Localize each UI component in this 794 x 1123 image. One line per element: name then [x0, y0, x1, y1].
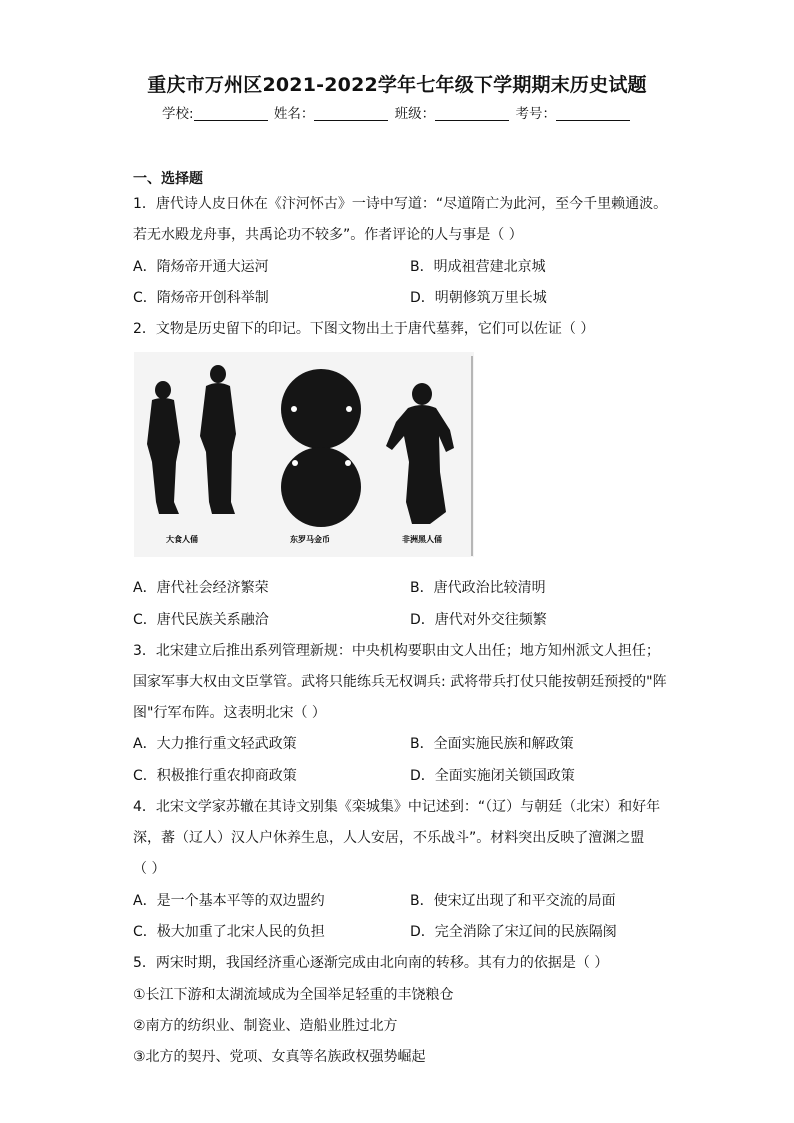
figure-label-1: 大食人俑 [166, 535, 198, 544]
section-heading: 一、选择题 [133, 171, 203, 187]
name-blank[interactable] [314, 106, 388, 121]
q2-option-a[interactable]: A．唐代社会经济繁荣 [133, 580, 269, 596]
q1-option-b[interactable]: B．明成祖营建北京城 [410, 259, 546, 275]
q5-item-3: ③北方的契丹、党项、女真等名族政权强势崛起 [133, 1049, 426, 1065]
q4-stem-line2: 深，蕃（辽人）汉人户休养生息，人人安居，不乐战斗”。材料突出反映了澶渊之盟 [133, 830, 645, 846]
q4-option-b[interactable]: B．使宋辽出现了和平交流的局面 [410, 893, 616, 909]
gold-coin-bottom-icon [281, 447, 361, 527]
q4-option-d[interactable]: D．完全消除了宋辽间的民族隔阂 [410, 924, 617, 940]
q3-stem-line2: 国家军事大权由文臣掌管。武将只能练兵无权调兵: 武将带兵打仗只能按朝廷预授的"阵 [133, 674, 667, 690]
page-title: 重庆市万州区2021-2022学年七年级下学期期末历史试题 [147, 74, 647, 96]
q2-option-b[interactable]: B．唐代政治比较清明 [410, 580, 546, 596]
q4-stem-line1: 4．北宋文学家苏辙在其诗文别集《栾城集》中记述到：“（辽）与朝廷（北宋）和好年 [133, 799, 661, 815]
q5-item-1: ①长江下游和太湖流域成为全国举足轻重的丰饶粮仓 [133, 987, 454, 1003]
q3-option-a[interactable]: A．大力推行重文轻武政策 [133, 736, 297, 752]
q1-stem-line1: 1．唐代诗人皮日休在《汴河怀古》一诗中写道：“尽道隋亡为此河，至今千里赖通波。 [133, 196, 668, 212]
q4-option-a[interactable]: A．是一个基本平等的双边盟约 [133, 893, 325, 909]
figure-label-2: 东罗马金币 [290, 535, 330, 544]
school-blank[interactable] [194, 106, 268, 121]
q1-option-a[interactable]: A．隋炀帝开通大运河 [133, 259, 269, 275]
q4-option-c[interactable]: C．极大加重了北宋人民的负担 [133, 924, 325, 940]
class-blank[interactable] [435, 106, 509, 121]
tang-artifacts-figure [134, 352, 474, 557]
q2-option-d[interactable]: D．唐代对外交往频繁 [410, 612, 547, 628]
name-label: 姓名： [273, 106, 315, 122]
exam-no-label: 考号： [515, 106, 556, 122]
q3-stem-line3: 图"行军布阵。这表明北宋（ ） [133, 705, 326, 721]
figure-label-3: 非洲黑人俑 [402, 535, 442, 544]
q3-option-c[interactable]: C．积极推行重农抑商政策 [133, 768, 297, 784]
q1-option-c[interactable]: C．隋炀帝开创科举制 [133, 290, 269, 306]
q1-option-d[interactable]: D．明朝修筑万里长城 [410, 290, 547, 306]
q1-stem-line2: 若无水殿龙舟事，共禹论功不较多”。作者评论的人与事是（ ） [133, 227, 523, 243]
q3-option-b[interactable]: B．全面实施民族和解政策 [410, 736, 574, 752]
q3-option-d[interactable]: D．全面实施闭关锁国政策 [410, 768, 575, 784]
q2-option-c[interactable]: C．唐代民族关系融洽 [133, 612, 269, 628]
class-label: 班级： [394, 106, 436, 122]
q4-stem-line3: （ ） [133, 861, 166, 877]
gold-coin-top-icon [281, 369, 361, 449]
q2-stem-line1: 2．文物是历史留下的印记。下图文物出土于唐代墓葬，它们可以佐证（ ） [133, 321, 595, 337]
q3-stem-line1: 3．北宋建立后推出系列管理新规：中央机构要职由文人出任；地方知州派文人担任； [133, 643, 660, 659]
exam-no-blank[interactable] [556, 106, 630, 121]
q5-stem-line1: 5．两宋时期，我国经济重心逐渐完成由北向南的转移。其有力的依据是（ ） [133, 955, 609, 971]
school-label: 学校: [162, 106, 194, 122]
q5-item-2: ②南方的纺织业、制瓷业、造船业胜过北方 [133, 1018, 398, 1034]
student-info-line [0, 102, 794, 122]
